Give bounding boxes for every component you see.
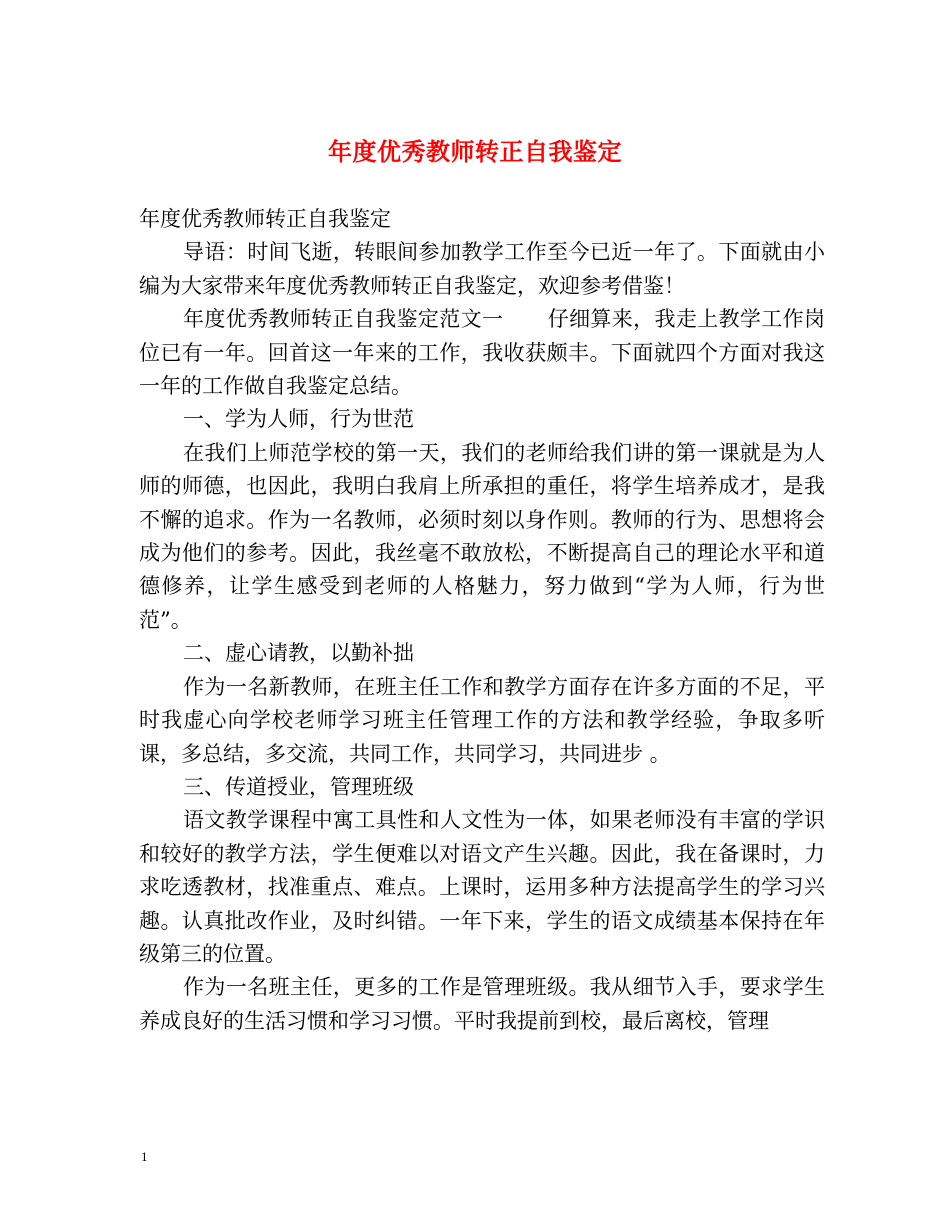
document-title: 年度优秀教师转正自我鉴定 <box>328 137 622 166</box>
page-number: 1 <box>141 1149 148 1164</box>
body-paragraph: 导语：时间飞逝，转眼间参加教学工作至今已近一年了。下面就由小编为大家带来年度优秀教师转正自我鉴定，欢迎参考借鉴！ <box>139 240 825 298</box>
document-body <box>139 203 825 1038</box>
body-paragraph: 作为一名班主任，更多的工作是管理班级。我从细节入手，要求学生养成良好的生活习惯和学习习惯。平时我提前到校，最后离校，管理 <box>139 975 825 1033</box>
sample-text: 仔细算来，我走上教学工作岗位已有一年。回首这一年来的工作，我收获颇丰。下面就四个方面对我这一年的工作做自我鉴定总结。 <box>139 307 826 399</box>
body-paragraph: 作为一名新教师，在班主任工作和教学方面存在许多方面的不足，平时我虚心向学校老师学习班主任管理工作的方法和教学经验，争取多听课，多总结，多交流，共同工作，共同学习，共同进步 。 <box>139 674 825 766</box>
section-heading: 三、传道授业，管理班级 <box>183 774 414 799</box>
body-paragraph: 语文教学课程中寓工具性和人文性为一体，如果老师没有丰富的学识和较好的教学方法，学生便难以对语文产生兴趣。因此，我在备课时，力求吃透教材，找准重点、难点。上课时，运用多种方法提高学生的学习兴趣。认真批改作业，及时纠错。一年下来，学生的语文成绩基本保持在年级第三的位置。 <box>139 808 825 966</box>
sample-heading: 年度优秀教师转正自我鉴定范文一 <box>183 307 504 332</box>
body-paragraph: 在我们上师范学校的第一天，我们的老师给我们讲的第一课就是为人师的师德，也因此，我明白我肩上所承担的重任，将学生培养成才，是我不懈的追求。作为一名教师，必须时刻以身作则。教师的行为、思想将会成为他们的参考。因此，我丝毫不敢放松，不断提高自己的理论水平和道德修养，让学生感受到老师的人格魅力，努力做到“学为人师，行为世范”。 <box>139 440 825 632</box>
section-heading: 一、学为人师，行为世范 <box>183 407 414 432</box>
body-paragraph: 年度优秀教师转正自我鉴定 <box>139 207 391 231</box>
body-paragraph <box>139 303 825 403</box>
section-heading: 二、虚心请教，以勤补拙 <box>183 641 414 666</box>
